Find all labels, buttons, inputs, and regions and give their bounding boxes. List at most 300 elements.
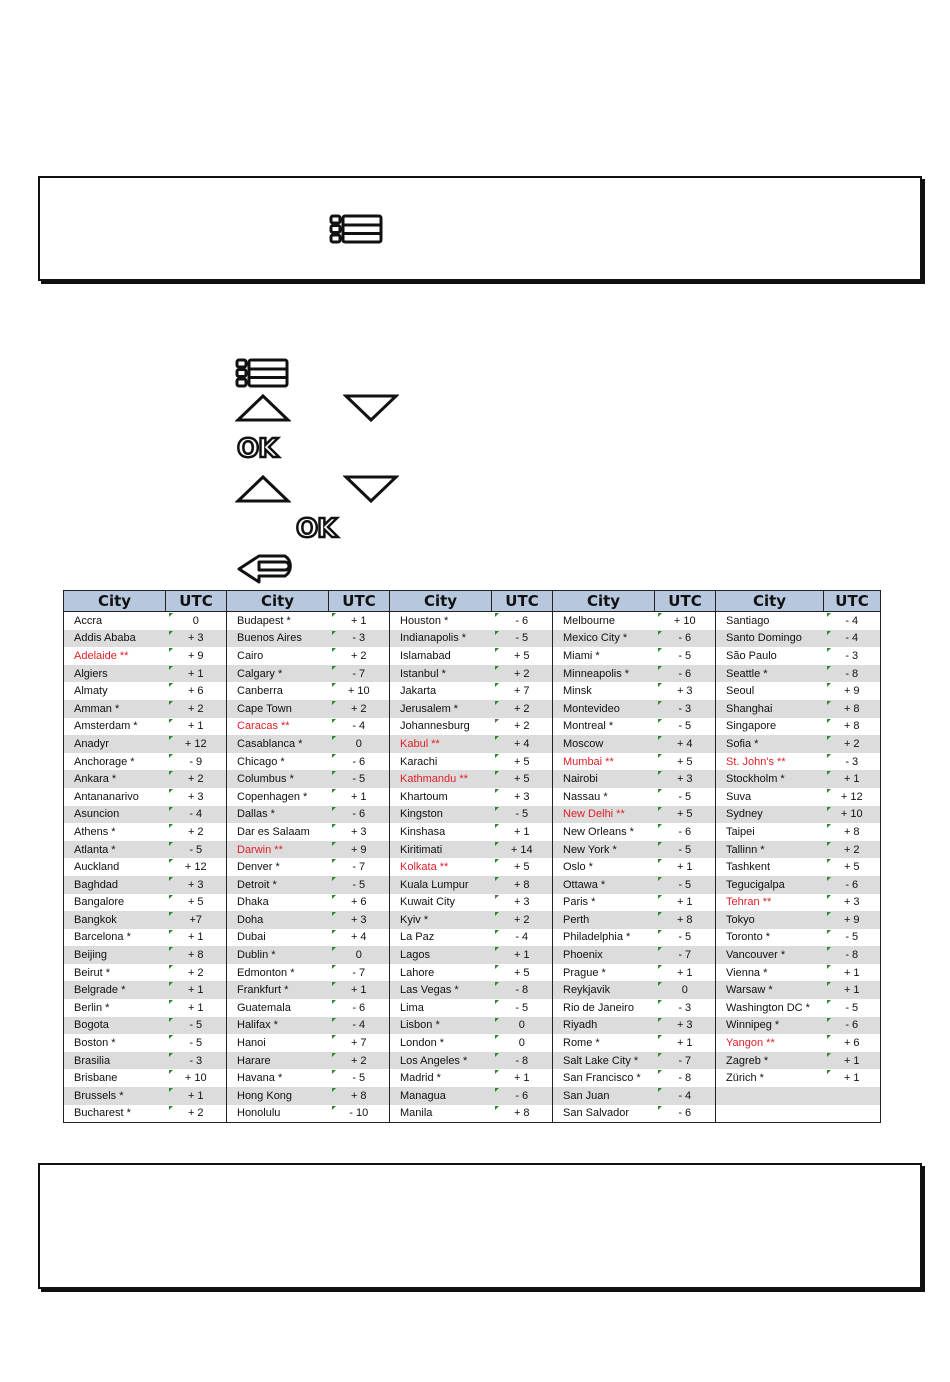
- table-row: [64, 788, 881, 806]
- city-cell: Rio de Janeiro: [553, 999, 655, 1017]
- utc-offset-cell: + 5: [492, 770, 553, 788]
- utc-offset-cell: - 8: [655, 1069, 716, 1087]
- city-cell: Singapore: [716, 718, 824, 736]
- city-cell: Anchorage *: [64, 753, 166, 771]
- utc-offset-cell: - 8: [824, 946, 881, 964]
- utc-offset-cell: - 6: [492, 612, 553, 630]
- utc-offset-cell: + 6: [824, 1034, 881, 1052]
- city-cell: Kabul **: [390, 735, 492, 753]
- city-cell: Adelaide **: [64, 647, 166, 665]
- utc-offset-cell: + 12: [166, 858, 227, 876]
- header-utc: UTC: [824, 591, 881, 612]
- utc-offset-cell: + 7: [329, 1034, 390, 1052]
- utc-offset-cell: + 8: [492, 1105, 553, 1123]
- utc-offset-cell: + 2: [166, 1105, 227, 1123]
- city-cell: Casablanca *: [227, 735, 329, 753]
- utc-offset-cell: 0: [329, 735, 390, 753]
- city-cell: Taipei: [716, 823, 824, 841]
- utc-offset-cell: + 1: [655, 1034, 716, 1052]
- city-cell: Kyiv *: [390, 911, 492, 929]
- city-cell: Zürich *: [716, 1069, 824, 1087]
- city-cell: Brussels *: [64, 1087, 166, 1105]
- header-city: City: [716, 591, 824, 612]
- city-cell: Indianapolis *: [390, 630, 492, 648]
- table-row: [64, 1052, 881, 1070]
- city-cell: Tokyo: [716, 911, 824, 929]
- utc-offset-cell: + 8: [824, 718, 881, 736]
- city-cell: Kuwait City: [390, 894, 492, 912]
- utc-offset-cell: + 4: [492, 735, 553, 753]
- city-cell: Caracas **: [227, 718, 329, 736]
- utc-offset-cell: + 6: [329, 894, 390, 912]
- table-row: [64, 858, 881, 876]
- city-cell: Hanoi: [227, 1034, 329, 1052]
- utc-offset-cell: + 1: [655, 858, 716, 876]
- city-cell: Dar es Salaam: [227, 823, 329, 841]
- utc-offset-cell: - 5: [166, 841, 227, 859]
- utc-offset-cell: - 4: [824, 612, 881, 630]
- city-cell: Paris *: [553, 894, 655, 912]
- utc-offset-cell: + 8: [329, 1087, 390, 1105]
- city-cell: Ankara *: [64, 770, 166, 788]
- city-cell: Vienna *: [716, 964, 824, 982]
- city-cell: Jerusalem *: [390, 700, 492, 718]
- up-triangle-icon: [235, 393, 291, 423]
- city-cell: Dublin *: [227, 946, 329, 964]
- table-row: [64, 718, 881, 736]
- city-cell: Miami *: [553, 647, 655, 665]
- utc-offset-cell: 0: [166, 612, 227, 630]
- utc-offset-cell: - 7: [329, 964, 390, 982]
- city-cell: Buenos Aires: [227, 630, 329, 648]
- city-cell: Khartoum: [390, 788, 492, 806]
- utc-offset-cell: + 2: [492, 700, 553, 718]
- utc-offset-cell: - 4: [655, 1087, 716, 1105]
- utc-offset-cell: - 3: [824, 753, 881, 771]
- utc-offset-cell: - 6: [824, 876, 881, 894]
- utc-offset-cell: - 3: [655, 700, 716, 718]
- utc-offset-cell: - 5: [166, 1034, 227, 1052]
- utc-offset-cell: + 2: [492, 718, 553, 736]
- utc-offset-cell: + 10: [329, 682, 390, 700]
- table-row: [64, 876, 881, 894]
- city-cell: Nairobi: [553, 770, 655, 788]
- utc-offset-cell: + 1: [166, 665, 227, 683]
- city-cell: Frankfurt *: [227, 981, 329, 999]
- utc-offset-cell: + 1: [166, 981, 227, 999]
- utc-offset-cell: - 3: [655, 999, 716, 1017]
- back-return-icon: [235, 552, 301, 584]
- city-cell: Lisbon *: [390, 1017, 492, 1035]
- city-cell: Kingston: [390, 806, 492, 824]
- utc-offset-cell: + 3: [166, 630, 227, 648]
- city-cell: Tegucigalpa: [716, 876, 824, 894]
- header-utc: UTC: [329, 591, 390, 612]
- utc-offset-cell: + 14: [492, 841, 553, 859]
- city-cell: Yangon **: [716, 1034, 824, 1052]
- utc-offset-cell: - 4: [166, 806, 227, 824]
- city-cell: Beirut *: [64, 964, 166, 982]
- svg-text:OK: OK: [237, 434, 278, 461]
- utc-offset-cell: + 2: [166, 770, 227, 788]
- utc-offset-cell: - 4: [824, 630, 881, 648]
- city-cell: Addis Ababa: [64, 630, 166, 648]
- city-cell: Budapest *: [227, 612, 329, 630]
- utc-offset-cell: + 9: [166, 647, 227, 665]
- utc-offset-cell: + 1: [329, 612, 390, 630]
- table-row: [64, 612, 881, 630]
- utc-offset-cell: + 7: [492, 682, 553, 700]
- utc-offset-cell: + 3: [492, 894, 553, 912]
- up-triangle-icon: [235, 474, 291, 504]
- city-cell: Melbourne: [553, 612, 655, 630]
- city-cell: Copenhagen *: [227, 788, 329, 806]
- city-cell: Toronto *: [716, 929, 824, 947]
- table-row: [64, 700, 881, 718]
- utc-offset-cell: - 5: [824, 999, 881, 1017]
- utc-offset-cell: + 1: [824, 981, 881, 999]
- city-cell: Edmonton *: [227, 964, 329, 982]
- utc-offset-cell: + 2: [329, 1052, 390, 1070]
- city-cell: Almaty: [64, 682, 166, 700]
- utc-offset-cell: 0: [655, 981, 716, 999]
- city-cell: Winnipeg *: [716, 1017, 824, 1035]
- city-cell: Philadelphia *: [553, 929, 655, 947]
- utc-offset-cell: + 5: [492, 753, 553, 771]
- city-cell: Auckland: [64, 858, 166, 876]
- city-cell: Dubai: [227, 929, 329, 947]
- city-cell: Rome *: [553, 1034, 655, 1052]
- utc-offset-cell: - 5: [492, 806, 553, 824]
- table-row: [64, 929, 881, 947]
- city-cell: Columbus *: [227, 770, 329, 788]
- city-cell: Los Angeles *: [390, 1052, 492, 1070]
- city-cell: San Salvador: [553, 1105, 655, 1123]
- city-cell: Beijing: [64, 946, 166, 964]
- utc-offset-cell: - 5: [655, 718, 716, 736]
- utc-offset-cell: - 7: [655, 946, 716, 964]
- utc-offset-cell: - 5: [655, 929, 716, 947]
- utc-offset-cell: + 9: [329, 841, 390, 859]
- city-cell: Darwin **: [227, 841, 329, 859]
- city-cell: Zagreb *: [716, 1052, 824, 1070]
- city-cell: Athens *: [64, 823, 166, 841]
- utc-offset-cell: - 4: [329, 718, 390, 736]
- utc-offset-cell: - 10: [329, 1105, 390, 1123]
- city-cell: Accra: [64, 612, 166, 630]
- header-city: City: [64, 591, 166, 612]
- utc-offset-cell: - 5: [329, 876, 390, 894]
- utc-offset-cell: 0: [492, 1034, 553, 1052]
- city-cell: Santo Domingo: [716, 630, 824, 648]
- list-menu-icon: [235, 358, 289, 388]
- city-cell: Belgrade *: [64, 981, 166, 999]
- utc-offset-cell: + 8: [492, 876, 553, 894]
- city-cell: Kuala Lumpur: [390, 876, 492, 894]
- utc-offset-cell: - 5: [655, 647, 716, 665]
- utc-offset-cell: + 3: [166, 876, 227, 894]
- ok-icon: [236, 433, 292, 461]
- city-cell: Anadyr: [64, 735, 166, 753]
- table-row: [64, 946, 881, 964]
- utc-offset-cell: + 1: [655, 894, 716, 912]
- city-cell: Canberra: [227, 682, 329, 700]
- header-utc: UTC: [655, 591, 716, 612]
- utc-offset-cell: - 6: [329, 999, 390, 1017]
- utc-offset-cell: - 4: [492, 929, 553, 947]
- utc-offset-cell: 0: [329, 946, 390, 964]
- utc-offset-cell: + 1: [655, 964, 716, 982]
- utc-offset-cell: + 5: [655, 806, 716, 824]
- utc-offset-cell: + 3: [655, 770, 716, 788]
- utc-offset-cell: + 2: [492, 911, 553, 929]
- city-cell: New Delhi **: [553, 806, 655, 824]
- city-cell: Kiritimati: [390, 841, 492, 859]
- city-cell: [716, 1105, 824, 1123]
- city-cell: Kathmandu **: [390, 770, 492, 788]
- utc-offset-cell: + 5: [166, 894, 227, 912]
- city-cell: New York *: [553, 841, 655, 859]
- utc-offset-cell: - 3: [166, 1052, 227, 1070]
- city-cell: Brasilia: [64, 1052, 166, 1070]
- table-row: [64, 770, 881, 788]
- city-cell: Cape Town: [227, 700, 329, 718]
- table-row: [64, 1105, 881, 1123]
- city-cell: Bangkok: [64, 911, 166, 929]
- table-row: [64, 823, 881, 841]
- city-cell: Algiers: [64, 665, 166, 683]
- city-cell: Ottawa *: [553, 876, 655, 894]
- utc-offset-cell: - 5: [655, 841, 716, 859]
- utc-offset-cell: + 1: [166, 718, 227, 736]
- city-cell: Istanbul *: [390, 665, 492, 683]
- city-cell: Vancouver *: [716, 946, 824, 964]
- utc-offset-cell: + 9: [824, 682, 881, 700]
- city-cell: Perth: [553, 911, 655, 929]
- utc-offset-cell: + 2: [166, 964, 227, 982]
- city-cell: Prague *: [553, 964, 655, 982]
- table-row: [64, 981, 881, 999]
- table-row: [64, 911, 881, 929]
- city-cell: Johannesburg: [390, 718, 492, 736]
- utc-offset-cell: + 2: [166, 823, 227, 841]
- utc-offset-cell: - 8: [492, 981, 553, 999]
- utc-offset-cell: + 1: [492, 946, 553, 964]
- utc-offset-cell: + 6: [166, 682, 227, 700]
- header-utc: UTC: [492, 591, 553, 612]
- city-cell: São Paulo: [716, 647, 824, 665]
- city-cell: Seattle *: [716, 665, 824, 683]
- city-cell: Manila: [390, 1105, 492, 1123]
- city-cell: Seoul: [716, 682, 824, 700]
- city-cell: Guatemala: [227, 999, 329, 1017]
- city-cell: Nassau *: [553, 788, 655, 806]
- city-cell: Mumbai **: [553, 753, 655, 771]
- utc-offset-cell: - 7: [329, 858, 390, 876]
- city-cell: Washington DC *: [716, 999, 824, 1017]
- table-row: [64, 1087, 881, 1105]
- city-cell: Phoenix: [553, 946, 655, 964]
- utc-offset-cell: - 7: [655, 1052, 716, 1070]
- utc-offset-cell: - 5: [492, 999, 553, 1017]
- table-row: [64, 665, 881, 683]
- utc-offset-cell: - 6: [655, 1105, 716, 1123]
- utc-offset-cell: + 1: [166, 999, 227, 1017]
- city-cell: Reykjavik: [553, 981, 655, 999]
- utc-offset-cell: - 6: [655, 630, 716, 648]
- utc-offset-cell: - 3: [824, 647, 881, 665]
- utc-offset-cell: + 10: [824, 806, 881, 824]
- down-triangle-icon: [343, 393, 399, 423]
- utc-offset-cell: - 5: [655, 788, 716, 806]
- city-cell: St. John's **: [716, 753, 824, 771]
- utc-offset-cell: + 1: [824, 1069, 881, 1087]
- city-cell: Amman *: [64, 700, 166, 718]
- table-header-row: [64, 591, 881, 612]
- utc-offset-cell: + 4: [329, 929, 390, 947]
- utc-offset-cell: + 2: [824, 735, 881, 753]
- city-cell: Bucharest *: [64, 1105, 166, 1123]
- city-cell: Shanghai: [716, 700, 824, 718]
- utc-offset-cell: + 4: [655, 735, 716, 753]
- city-cell: Baghdad: [64, 876, 166, 894]
- city-cell: Minneapolis *: [553, 665, 655, 683]
- utc-offset-cell: + 3: [492, 788, 553, 806]
- city-cell: Chicago *: [227, 753, 329, 771]
- city-cell: Calgary *: [227, 665, 329, 683]
- city-cell: Dhaka: [227, 894, 329, 912]
- city-cell: Mexico City *: [553, 630, 655, 648]
- city-cell: Bogota: [64, 1017, 166, 1035]
- utc-offset-cell: + 1: [166, 929, 227, 947]
- utc-offset-cell: - 5: [329, 1069, 390, 1087]
- utc-offset-cell: - 5: [329, 770, 390, 788]
- city-cell: Montreal *: [553, 718, 655, 736]
- table-row: [64, 735, 881, 753]
- utc-offset-cell: - 7: [329, 665, 390, 683]
- utc-offset-cell: - 5: [655, 876, 716, 894]
- utc-offset-cell: + 1: [824, 1052, 881, 1070]
- city-cell: La Paz: [390, 929, 492, 947]
- city-cell: Tallinn *: [716, 841, 824, 859]
- city-cell: Riyadh: [553, 1017, 655, 1035]
- city-cell: Barcelona *: [64, 929, 166, 947]
- city-cell: Salt Lake City *: [553, 1052, 655, 1070]
- city-cell: Kolkata **: [390, 858, 492, 876]
- city-cell: Minsk: [553, 682, 655, 700]
- city-cell: Lahore: [390, 964, 492, 982]
- city-cell: Santiago: [716, 612, 824, 630]
- city-cell: Denver *: [227, 858, 329, 876]
- utc-offset-cell: + 10: [166, 1069, 227, 1087]
- city-cell: Moscow: [553, 735, 655, 753]
- city-cell: Hong Kong: [227, 1087, 329, 1105]
- instruction-box-top: [38, 176, 922, 281]
- city-cell: Dallas *: [227, 806, 329, 824]
- city-cell: Houston *: [390, 612, 492, 630]
- header-city: City: [553, 591, 655, 612]
- city-cell: Cairo: [227, 647, 329, 665]
- city-cell: New Orleans *: [553, 823, 655, 841]
- city-cell: Islamabad: [390, 647, 492, 665]
- city-cell: Lagos: [390, 946, 492, 964]
- city-cell: [716, 1087, 824, 1105]
- utc-offset-cell: +7: [166, 911, 227, 929]
- city-cell: Oslo *: [553, 858, 655, 876]
- utc-offset-cell: + 3: [655, 1017, 716, 1035]
- utc-offset-cell: + 5: [492, 858, 553, 876]
- utc-offset-cell: - 6: [824, 1017, 881, 1035]
- city-cell: San Juan: [553, 1087, 655, 1105]
- table-row: [64, 647, 881, 665]
- table-row: [64, 806, 881, 824]
- city-cell: Bangalore: [64, 894, 166, 912]
- utc-offset-cell: - 6: [329, 753, 390, 771]
- city-cell: Doha: [227, 911, 329, 929]
- utc-offset-cell: + 5: [655, 753, 716, 771]
- utc-offset-cell: + 10: [655, 612, 716, 630]
- utc-offset-cell: + 1: [824, 964, 881, 982]
- utc-offset-cell: + 2: [824, 841, 881, 859]
- utc-offset-cell: - 5: [492, 630, 553, 648]
- table-row: [64, 964, 881, 982]
- city-cell: Halifax *: [227, 1017, 329, 1035]
- header-utc: UTC: [166, 591, 227, 612]
- utc-offset-cell: [824, 1105, 881, 1123]
- ok-icon: [295, 513, 351, 541]
- utc-offset-cell: + 5: [492, 647, 553, 665]
- utc-offset-cell: - 5: [824, 929, 881, 947]
- table-row: [64, 1017, 881, 1035]
- city-cell: Havana *: [227, 1069, 329, 1087]
- list-menu-icon: [329, 214, 383, 244]
- utc-offset-cell: + 8: [166, 946, 227, 964]
- utc-offset-cell: - 8: [824, 665, 881, 683]
- city-cell: Kinshasa: [390, 823, 492, 841]
- utc-offset-cell: + 5: [492, 964, 553, 982]
- utc-offset-cell: + 2: [329, 700, 390, 718]
- utc-offset-cell: + 5: [824, 858, 881, 876]
- utc-offset-cell: + 12: [824, 788, 881, 806]
- city-cell: Suva: [716, 788, 824, 806]
- utc-offset-cell: + 1: [492, 823, 553, 841]
- utc-offset-cell: + 1: [166, 1087, 227, 1105]
- utc-offset-cell: + 3: [329, 823, 390, 841]
- city-cell: Sydney: [716, 806, 824, 824]
- table-row: [64, 753, 881, 771]
- utc-offset-cell: - 9: [166, 753, 227, 771]
- instruction-box-bottom: [38, 1163, 922, 1289]
- utc-offset-cell: 0: [492, 1017, 553, 1035]
- utc-offset-cell: + 3: [655, 682, 716, 700]
- utc-offset-cell: - 6: [655, 823, 716, 841]
- utc-offset-cell: + 3: [166, 788, 227, 806]
- city-cell: Karachi: [390, 753, 492, 771]
- table-row: [64, 841, 881, 859]
- city-cell: Sofia *: [716, 735, 824, 753]
- city-cell: Tehran **: [716, 894, 824, 912]
- city-cell: Antananarivo: [64, 788, 166, 806]
- city-cell: Asuncion: [64, 806, 166, 824]
- utc-offset-cell: + 1: [824, 770, 881, 788]
- city-cell: Madrid *: [390, 1069, 492, 1087]
- city-cell: Tashkent: [716, 858, 824, 876]
- utc-offset-cell: + 2: [166, 700, 227, 718]
- time-zone-table: [63, 590, 881, 1123]
- city-cell: Boston *: [64, 1034, 166, 1052]
- city-cell: Berlin *: [64, 999, 166, 1017]
- city-cell: Harare: [227, 1052, 329, 1070]
